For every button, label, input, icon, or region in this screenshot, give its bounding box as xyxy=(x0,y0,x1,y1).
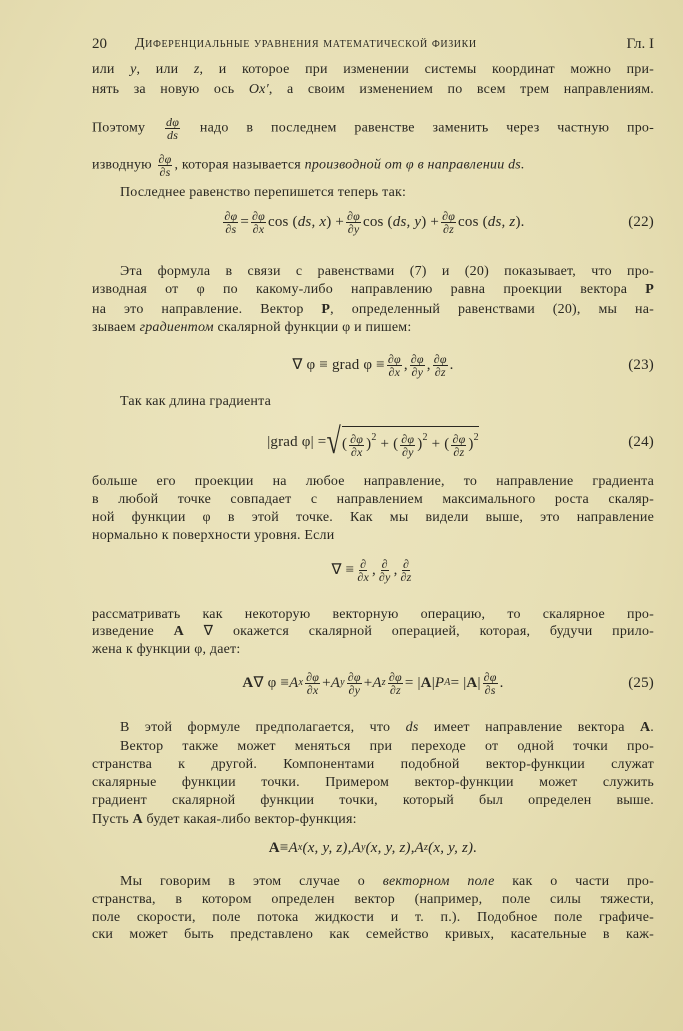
subscript: A xyxy=(444,677,451,688)
fraction-denominator: ∂z xyxy=(443,221,455,236)
text-line xyxy=(92,319,654,337)
text-line xyxy=(92,152,654,179)
text-run: В этой формуле предполагается, что xyxy=(120,720,406,735)
text-run: = | xyxy=(450,675,467,691)
fraction-denominator: ∂z xyxy=(400,569,412,584)
fraction-numerator: ∂φ xyxy=(401,431,415,446)
equation-number: (23) xyxy=(628,357,654,373)
text-run: = xyxy=(240,214,249,230)
italic-run: ds, y xyxy=(392,214,422,230)
italic-run: A xyxy=(372,675,382,691)
text-run: cos ( xyxy=(363,214,393,230)
text-run: скалярной функции φ и пишем: xyxy=(213,320,412,335)
text-line xyxy=(92,184,654,202)
fraction-denominator: ∂y xyxy=(401,444,414,459)
superscript: 2 xyxy=(371,432,377,444)
fraction-denominator: ∂y xyxy=(348,682,361,697)
text-run: cos ( xyxy=(267,214,298,230)
fraction-denominator: ds xyxy=(167,128,179,142)
bold-symbol: P xyxy=(321,302,331,317)
subscript: x xyxy=(298,677,304,688)
text-line xyxy=(92,301,654,319)
text-run: , xyxy=(426,357,431,373)
fraction-denominator: ∂s xyxy=(225,221,237,236)
italic-run: (x, y, z), xyxy=(365,840,415,856)
equation xyxy=(92,421,654,462)
fraction-numerator: ∂φ xyxy=(347,669,361,684)
text-run: странства к другой. Компонентами подобной вектор-функции служат xyxy=(92,757,654,772)
text-line xyxy=(92,756,654,774)
fraction xyxy=(356,558,370,583)
italic-run: A xyxy=(351,840,361,856)
text-line xyxy=(92,774,654,792)
fraction-numerator: ∂φ xyxy=(433,351,447,366)
text-run: , а своим изменением по всем трем направлениям. xyxy=(268,82,654,97)
text-run: . xyxy=(499,675,504,691)
fraction-numerator: ∂φ xyxy=(442,208,456,223)
subscript: y xyxy=(340,677,345,688)
text-run: . xyxy=(650,720,654,735)
fraction xyxy=(410,353,425,378)
italic-run: ds, x xyxy=(297,214,327,230)
running-title: Диференциальные уравнения математической физики xyxy=(135,36,477,51)
italic-run: векторном поле xyxy=(382,874,495,889)
text-run: изводная от φ по какому-либо направлению равна проекции вектора xyxy=(92,282,646,297)
bold-symbol: A xyxy=(466,675,478,691)
superscript: 2 xyxy=(473,432,479,444)
bold-symbol: A xyxy=(268,840,280,856)
text-run: + ( xyxy=(376,436,399,453)
text-run: , которая называется xyxy=(174,157,305,173)
text-run: имеет направление вектора xyxy=(418,720,640,735)
radical-sign: √ xyxy=(326,421,341,462)
text-run: , xyxy=(393,562,398,578)
text-run: ) xyxy=(366,436,372,453)
fraction-denominator: ∂x xyxy=(388,364,401,379)
fraction-numerator: ∂φ xyxy=(224,208,238,223)
fraction xyxy=(483,671,498,696)
text-run: . xyxy=(449,357,454,373)
fraction-denominator: ∂z xyxy=(434,364,446,379)
italic-run: ds, z xyxy=(487,214,516,230)
fraction-numerator: ∂φ xyxy=(306,669,320,684)
italic-run: A xyxy=(288,840,298,856)
fraction xyxy=(451,433,466,458)
fraction xyxy=(251,210,266,235)
text-run: ной функции φ в этой точке. Как мы видели выше, это направление xyxy=(92,510,654,525)
fraction-numerator: ∂φ xyxy=(350,431,364,446)
text-run: Поэтому xyxy=(92,120,164,136)
text-run: Мы говорим в этом случае о xyxy=(120,874,383,889)
bold-symbol: A xyxy=(242,675,254,691)
text-run: ( xyxy=(341,436,348,453)
fraction-numerator: dφ xyxy=(166,115,180,129)
fraction-numerator: ∂φ xyxy=(252,208,265,223)
italic-run: y xyxy=(130,62,137,77)
text-run: + xyxy=(322,675,331,691)
text-run: изводную xyxy=(92,157,156,173)
text-line xyxy=(92,281,654,299)
text-run: ) + xyxy=(326,214,345,230)
text-line xyxy=(92,623,654,641)
text-line xyxy=(92,891,654,909)
text-run: | xyxy=(431,675,435,691)
text-run: больше его проекции на любое направление, то направление градиента xyxy=(92,474,654,489)
text-line xyxy=(92,873,654,891)
italic-run: (x, y, z), xyxy=(302,840,352,856)
fraction xyxy=(400,433,415,458)
text-run: | xyxy=(477,675,481,691)
text-run: ∇ ≡ xyxy=(331,562,355,578)
fraction xyxy=(433,353,448,378)
fraction-numerator: ∂φ xyxy=(483,669,497,684)
text-run: Пусть xyxy=(92,812,133,827)
text-line xyxy=(92,115,654,142)
subscript: x xyxy=(297,842,303,853)
text-line xyxy=(92,527,654,545)
fraction xyxy=(387,353,402,378)
text-run: , и которое при изменении системы координат можно при- xyxy=(199,62,655,77)
fraction-denominator: ∂x xyxy=(306,682,319,697)
fraction xyxy=(346,210,361,235)
italic-run: производной от φ в направлении ds. xyxy=(304,157,525,173)
text-run: ) + xyxy=(421,214,440,230)
fraction-numerator: ∂ xyxy=(381,556,388,571)
text-run: нять за новую ось xyxy=(92,82,249,97)
text-run: на это направление. Вектор xyxy=(92,302,322,317)
fraction-denominator: ∂x xyxy=(350,444,363,459)
fraction-denominator: ∂x xyxy=(357,569,369,584)
text-run: нормально к поверхности уровня. Если xyxy=(92,528,335,543)
fraction-denominator: ∂z xyxy=(389,682,401,697)
text-line xyxy=(92,509,654,527)
text-run: градиент скалярной функции точки, который был определен выше. xyxy=(92,793,654,808)
italic-run: ds xyxy=(405,720,419,735)
italic-run: (x, y, z). xyxy=(428,840,478,856)
fraction xyxy=(400,558,413,583)
bold-symbol: A xyxy=(173,624,184,639)
equation-number: (24) xyxy=(628,434,654,450)
chapter-label: Гл. I xyxy=(626,36,654,52)
fraction-denominator: ∂y xyxy=(411,364,424,379)
fraction-numerator: ∂φ xyxy=(388,669,402,684)
text-run: ∇ φ ≡ grad φ ≡ xyxy=(292,357,385,373)
italic-run: z xyxy=(193,62,200,77)
text-run: + xyxy=(363,675,373,691)
text-run: Вектор также может меняться при переходе от одной точки про- xyxy=(120,739,654,754)
text-run: рассматривать как некоторую векторную операцию, то скалярное про- xyxy=(92,607,654,622)
square-root-body xyxy=(342,426,479,457)
text-run: ) xyxy=(417,436,423,453)
text-line xyxy=(92,719,654,737)
text-run: странства, в котором определен вектор (например, поле силы тяжести, xyxy=(92,892,654,907)
text-run: , xyxy=(371,562,376,578)
bold-symbol: A xyxy=(132,812,143,827)
text-run: надо в последнем равенстве заменить через частную про- xyxy=(182,120,654,136)
text-run: жена к функции φ, дает: xyxy=(92,642,241,657)
fraction-numerator: ∂φ xyxy=(387,351,401,366)
fraction-numerator: ∂φ xyxy=(452,431,466,446)
text-run: + ( xyxy=(427,436,450,453)
text-run: cos ( xyxy=(458,214,488,230)
fraction-denominator: ∂s xyxy=(484,682,496,697)
bold-symbol: P xyxy=(645,282,654,297)
text-line xyxy=(92,61,654,79)
fraction-numerator: ∂φ xyxy=(347,208,360,223)
bold-symbol: A xyxy=(639,720,651,735)
fraction-numerator: ∂φ xyxy=(410,351,424,366)
equation xyxy=(92,208,654,236)
text-run: Последнее равенство перепишется теперь так: xyxy=(120,185,407,200)
italic-run: A xyxy=(289,675,299,691)
running-header xyxy=(92,35,654,53)
fraction-numerator: ∂ xyxy=(360,556,367,571)
superscript: 2 xyxy=(422,432,428,444)
text-line xyxy=(92,393,654,411)
text-run: ∇ φ ≡ xyxy=(253,675,290,691)
fraction xyxy=(349,433,364,458)
italic-run: A xyxy=(330,675,341,691)
bold-symbol: A xyxy=(420,675,432,691)
text-run: , xyxy=(403,357,408,373)
fraction xyxy=(158,153,173,178)
fraction xyxy=(305,671,320,696)
text-run: Эта формула в связи с равенствами (7) и (20) показывает, что про- xyxy=(120,264,654,279)
fraction-numerator: ∂φ xyxy=(158,152,172,166)
text-run: ) xyxy=(468,436,474,453)
text-run: как о части про- xyxy=(494,874,654,889)
text-line xyxy=(92,263,654,281)
subscript: z xyxy=(424,842,429,853)
text-line xyxy=(92,792,654,810)
text-run: скалярные функции точки. Примером вектор-функции может служить xyxy=(92,775,654,790)
equation xyxy=(92,556,654,584)
text-run: Так как длина градиента xyxy=(120,394,272,409)
text-run: ски может быть представлено как семейство кривых, касательные в каж- xyxy=(92,927,654,942)
text-run: , или xyxy=(136,62,194,77)
subscript: y xyxy=(360,842,366,853)
text-line xyxy=(92,81,654,99)
subscript: z xyxy=(381,677,386,688)
fraction-denominator: ∂y xyxy=(378,569,391,584)
fraction xyxy=(378,558,392,583)
fraction xyxy=(388,671,403,696)
fraction xyxy=(223,210,238,235)
italic-run: градиентом xyxy=(139,320,214,335)
text-run: = | xyxy=(404,675,421,691)
text-line xyxy=(92,473,654,491)
text-line xyxy=(92,926,654,944)
text-run: будет какая-либо вектор-функция: xyxy=(142,812,357,827)
text-line xyxy=(92,811,654,829)
italic-run: A xyxy=(414,840,425,856)
fraction-denominator: ∂z xyxy=(453,444,465,459)
fraction-denominator: ∂y xyxy=(347,221,360,236)
fraction-numerator: ∂ xyxy=(402,556,410,571)
text-line xyxy=(92,909,654,927)
equation xyxy=(92,669,654,697)
text-line xyxy=(92,641,654,659)
text-run: ≡ xyxy=(279,840,289,856)
text-run: ∇ окажется скалярной операцией, которая, будучи прило- xyxy=(183,624,654,639)
fraction-denominator: ∂x xyxy=(252,221,265,236)
text-run: зываем xyxy=(92,320,140,335)
equation xyxy=(92,839,654,857)
text-line xyxy=(92,738,654,756)
text-run: поле скорости, поле потока жидкости и т. п.). Подобное поле графиче- xyxy=(92,910,654,925)
fraction xyxy=(441,210,456,235)
fraction xyxy=(165,116,180,141)
text-run: в любой точке совпадает с направлением максимального роста скаляр- xyxy=(92,492,654,507)
equation-number: (22) xyxy=(628,214,654,230)
text-line xyxy=(92,491,654,509)
equation-number: (25) xyxy=(628,675,654,691)
text-run: или xyxy=(92,62,131,77)
italic-run: Ox′ xyxy=(248,82,269,97)
fraction-denominator: ∂s xyxy=(159,165,171,179)
text-run: , определенный равенствами (20), мы на- xyxy=(330,302,654,317)
italic-run: P xyxy=(434,675,445,691)
text-line xyxy=(92,606,654,624)
text-run: |grad φ| = xyxy=(267,434,327,450)
page-number: 20 xyxy=(92,36,107,52)
text-run: ). xyxy=(515,214,525,230)
fraction xyxy=(347,671,362,696)
text-run: изведение xyxy=(92,624,174,639)
equation xyxy=(92,351,654,379)
